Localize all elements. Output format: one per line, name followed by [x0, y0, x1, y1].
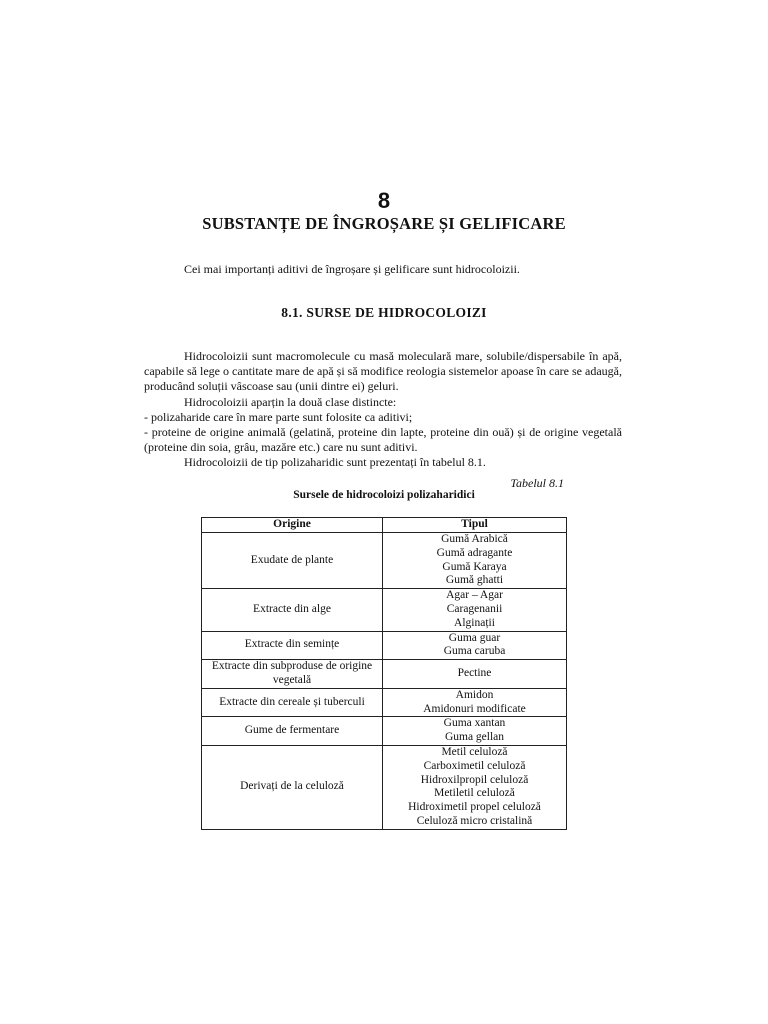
type-item: Guma xantan	[443, 717, 506, 730]
type-item: Carboximetil celuloză	[423, 759, 526, 772]
table-row	[202, 589, 567, 631]
type-item: Gumă Arabică	[441, 533, 508, 545]
type-item: Metil celuloză	[441, 745, 508, 758]
type-item: Guma guar	[448, 631, 501, 644]
paragraph: Hidrocoloizii sunt macromolecule cu masă moleculară mare, solubile/dispersabile în apă, capabile să lege o cantitate mare de apă și să modifice reologia sistemelor apoase în care se adaugă, producând soluții vâscoase sau (unii dintre ei) geluri.	[144, 349, 622, 394]
sources-table	[201, 517, 567, 830]
type-item: Agar – Agar	[446, 589, 503, 602]
type-cell	[383, 589, 567, 631]
origin-cell: Extracte din cereale și tuberculi	[202, 688, 383, 717]
type-cell	[383, 688, 567, 717]
type-item: Celuloză micro cristalină	[416, 814, 533, 827]
section-title: 8.1. SURSE DE HIDROCOLOIZI	[281, 305, 487, 320]
type-item: Gumă adragante	[436, 546, 513, 559]
type-item: Guma caruba	[443, 645, 506, 658]
type-cell	[383, 631, 567, 660]
table-label: Tabelul 8.1	[510, 476, 564, 490]
type-item: Pectine	[457, 667, 492, 680]
type-item: Hidroximetil propel celuloză	[408, 801, 541, 814]
chapter-title: SUBSTANȚE DE ÎNGROȘARE ȘI GELIFICARE	[202, 214, 566, 233]
type-item: Metiletil celuloză	[434, 787, 515, 800]
type-cell	[383, 533, 567, 589]
origin-cell: Extracte din subproduse de origine vegetală	[202, 660, 383, 689]
type-item: Amidonuri modificate	[423, 702, 526, 715]
table-row	[202, 631, 567, 660]
paragraph: - proteine de origine animală (gelatină, proteine din lapte, proteine din ouă) și de origine vegetală (proteine din soia, grâu, mazăre etc.) care nu sunt aditivi.	[144, 425, 622, 455]
origin-cell: Gume de fermentare	[202, 717, 383, 746]
table-caption: Sursele de hidrocoloizi polizaharidici	[293, 489, 475, 501]
section-body	[144, 349, 622, 471]
paragraph: Hidrocoloizii de tip polizaharidic sunt prezentați în tabelul 8.1.	[184, 455, 486, 470]
chapter-intro: Cei mai importanți aditivi de îngroșare și gelificare sunt hidrocoloizii.	[184, 262, 520, 276]
paragraph: Hidrocoloizii aparțin la două clase distincte:	[184, 394, 397, 409]
type-item: Guma gellan	[444, 731, 505, 744]
type-item: Amidon	[455, 688, 494, 701]
table-row	[202, 533, 567, 589]
origin-cell: Exudate de plante	[202, 533, 383, 589]
table-row	[202, 688, 567, 717]
type-item: Gumă ghatti	[445, 574, 504, 587]
table-row	[202, 745, 567, 829]
origin-cell: Extracte din alge	[202, 589, 383, 631]
table-row	[202, 660, 567, 689]
type-item: Gumă Karaya	[442, 560, 507, 573]
chapter-number: 8	[377, 188, 391, 213]
table-row	[202, 717, 567, 746]
header-type: Tipul	[383, 518, 567, 533]
type-cell	[383, 660, 567, 689]
header-origin: Origine	[202, 518, 383, 533]
type-item: Alginații	[454, 616, 495, 629]
table-body	[202, 533, 567, 830]
type-cell	[383, 745, 567, 829]
type-cell	[383, 717, 567, 746]
table-header-row	[202, 518, 567, 533]
origin-cell: Derivați de la celuloză	[202, 745, 383, 829]
origin-cell: Extracte din semințe	[202, 631, 383, 660]
type-item: Caragenanii	[446, 602, 503, 615]
paragraph: - polizaharide care în mare parte sunt folosite ca aditivi;	[144, 409, 413, 424]
type-item: Hidroxilpropil celuloză	[420, 773, 529, 786]
